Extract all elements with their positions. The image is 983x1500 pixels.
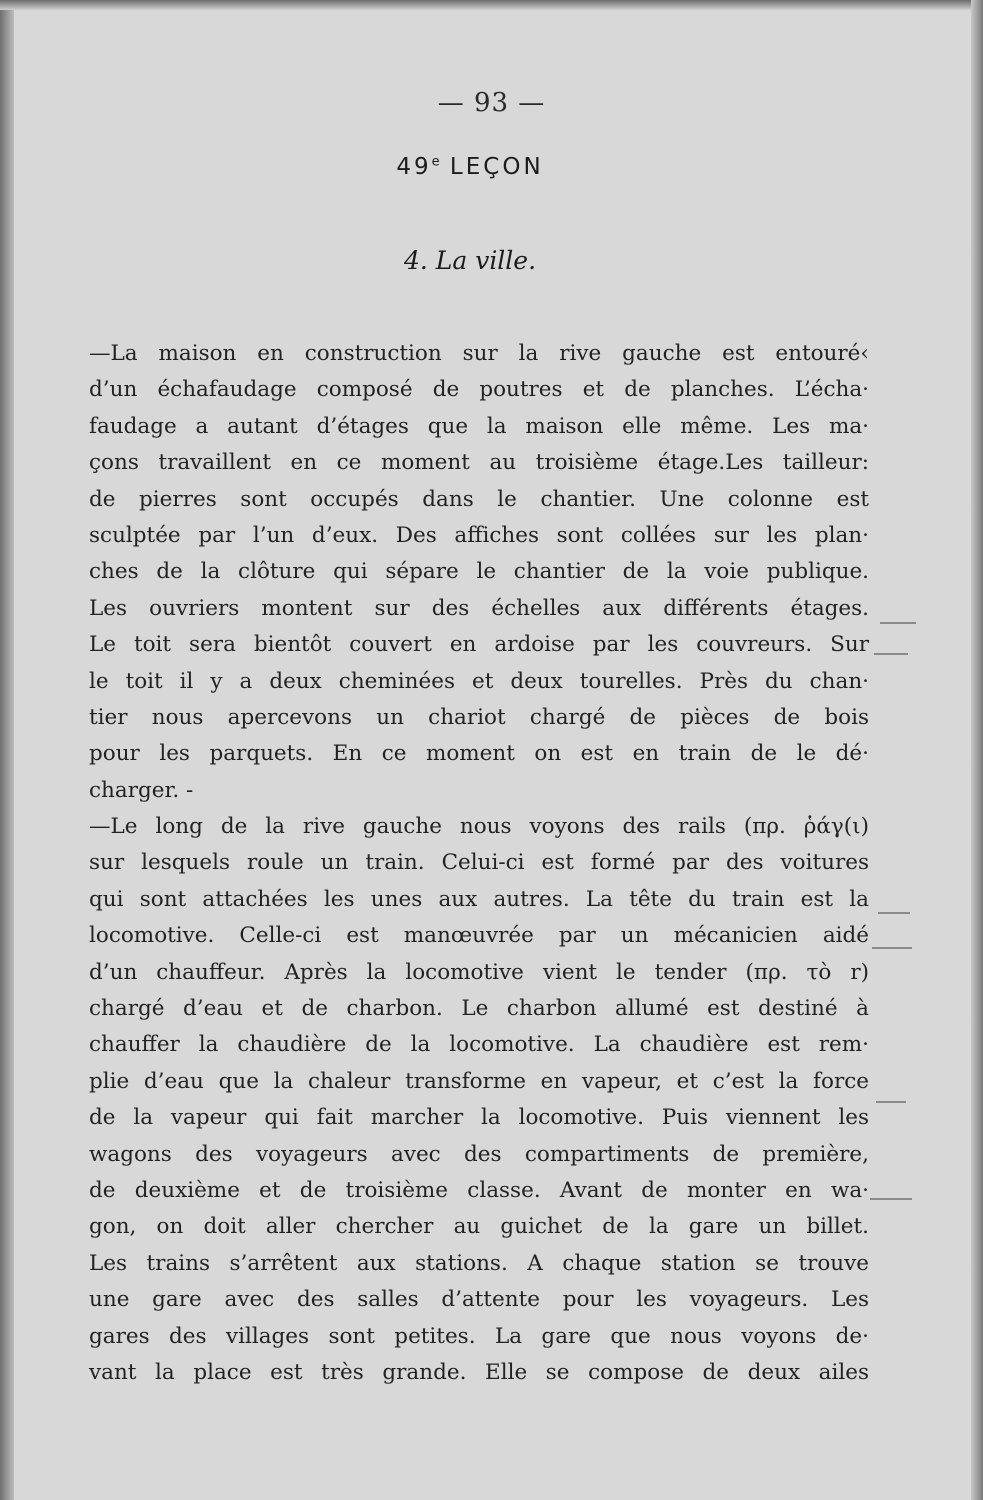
text-line: chauffer la chaudière de la locomotive. La chaudière est rem· — [89, 1032, 869, 1058]
lesson-number: 49 — [396, 154, 432, 180]
text-line: chargé d’eau et de charbon. Le charbon allumé est destiné à — [89, 996, 869, 1022]
text-line: —Le long de la rive gauche nous voyons des rails (πρ. ῥάγ(ι) — [89, 814, 869, 840]
text-line: sur lesquels roule un train. Celui-ci est formé par des voitures — [89, 850, 869, 876]
page-number: — 93 — — [437, 88, 546, 118]
text-line: locomotive. Celle-ci est manœuvrée par un mécanicien aidé — [89, 923, 869, 949]
text-line: de la vapeur qui fait marcher la locomotive. Puis viennent les — [89, 1105, 869, 1131]
text-line: d’un échafaudage composé de poutres et de planches. L’écha· — [89, 377, 869, 403]
margin-pencil-mark — [878, 912, 910, 914]
text-line: pour les parquets. En ce moment on est en train de le dé· — [89, 741, 869, 767]
lesson-word: LEÇON — [439, 154, 544, 180]
text-line: tier nous apercevons un chariot chargé de pièces de bois — [89, 704, 869, 730]
text-line: ches de la clôture qui sépare le chantier de la voie publique. — [89, 559, 869, 585]
text-line: d’un chauffeur. Après la locomotive vient le tender (πρ. τὸ r) — [89, 959, 869, 985]
text-line: Les ouvriers montent sur des échelles aux différents étages. — [89, 595, 869, 621]
text-line: çons travaillent en ce moment au troisième étage.Les tailleur: — [89, 450, 869, 476]
text-line: vant la place est très grande. Elle se compose de deux ailes — [89, 1359, 869, 1385]
page-top-edge — [0, 0, 983, 10]
margin-pencil-mark — [874, 653, 908, 655]
text-line: le toit il y a deux cheminées et deux tourelles. Près du chan· — [89, 668, 869, 694]
lesson-number-suffix: e — [431, 154, 440, 170]
text-line: de pierres sont occupés dans le chantier. Une colonne est — [89, 486, 869, 512]
section-title: 4. La ville. — [403, 246, 537, 275]
text-line: gon, on doit aller chercher au guichet de la gare un billet. — [89, 1214, 869, 1240]
margin-pencil-mark — [876, 1101, 906, 1103]
margin-pencil-mark — [880, 622, 916, 624]
text-line: une gare avec des salles d’attente pour les voyageurs. Les — [89, 1287, 869, 1313]
text-line: —La maison en construction sur la rive gauche est entouré‹ — [89, 341, 869, 366]
text-line: qui sont attachées les unes aux autres. La tête du train est la — [89, 886, 869, 912]
text-line: faudage a autant d’étages que la maison elle même. Les ma· — [89, 413, 869, 439]
lesson-title — [0, 154, 940, 180]
text-line: plie d’eau que la chaleur transforme en vapeur, et c’est la force — [89, 1068, 869, 1094]
text-line: charger. - — [89, 777, 194, 803]
margin-pencil-mark — [872, 947, 912, 949]
text-line: wagons des voyageurs avec des compartiments de première, — [89, 1141, 869, 1167]
margin-pencil-mark — [870, 1198, 912, 1200]
text-line: Les trains s’arrêtent aux stations. A chaque station se trouve — [89, 1250, 869, 1276]
text-line: de deuxième et de troisième classe. Avant de monter en wa· — [89, 1177, 869, 1203]
text-line: sculptée par l’un d’eux. Des affiches sont collées sur les plan· — [89, 522, 869, 548]
body-text — [89, 336, 869, 1391]
text-line: gares des villages sont petites. La gare que nous voyons de· — [89, 1323, 869, 1349]
text-line: Le toit sera bientôt couvert en ardoise par les couvreurs. Sur — [89, 632, 869, 658]
